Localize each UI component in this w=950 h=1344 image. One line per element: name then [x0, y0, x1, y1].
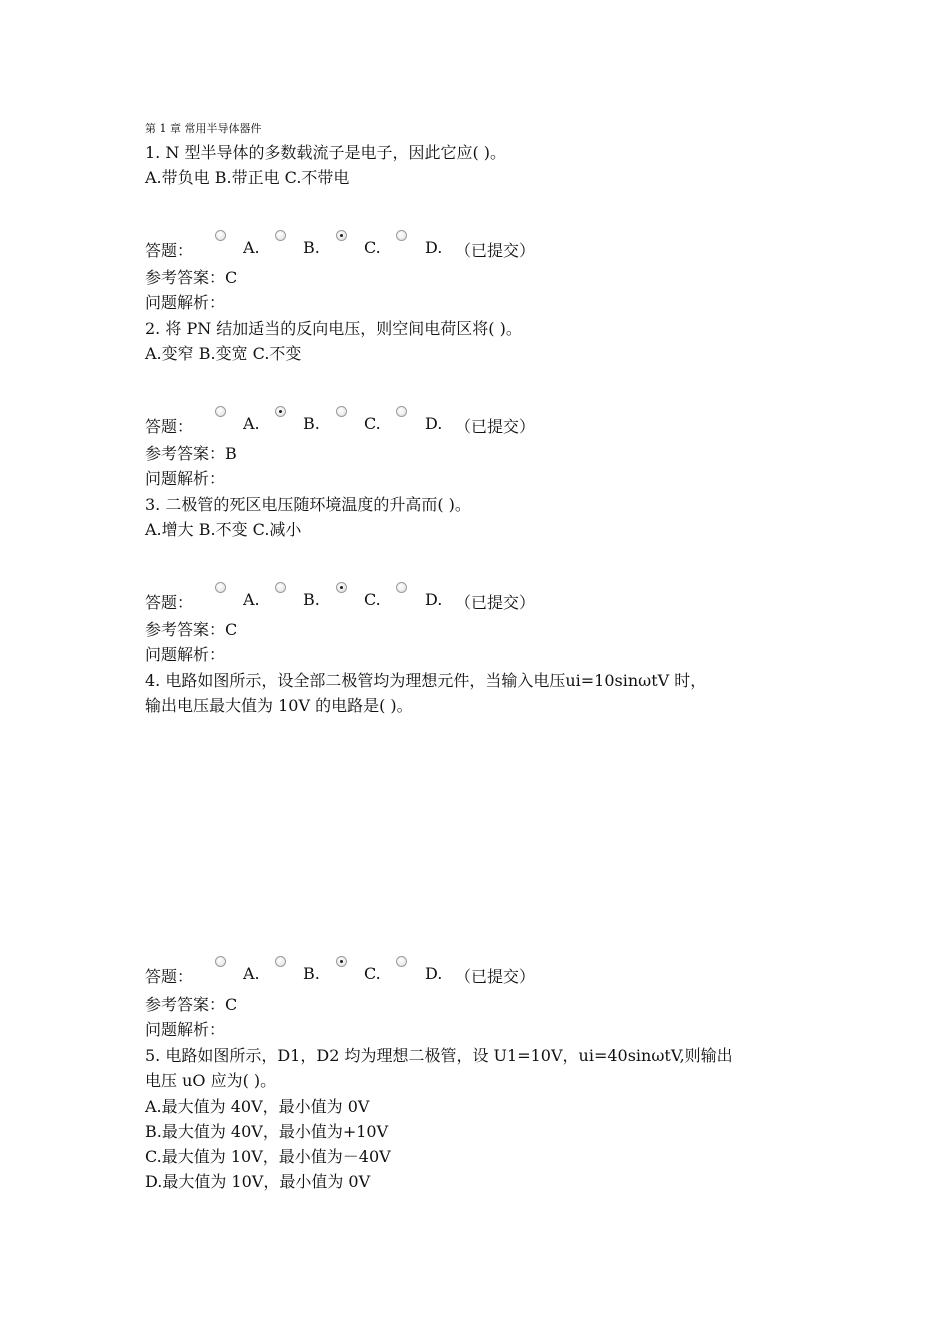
- q4-radio-b[interactable]: [275, 956, 286, 967]
- question-5-option-c: C.最大值为 10V，最小值为－40V: [145, 1147, 391, 1166]
- q4-choice-d: D.: [425, 964, 443, 983]
- q2-radio-b[interactable]: [275, 406, 286, 417]
- q4-choice-b: B.: [303, 964, 320, 983]
- question-5-stem-line2: 电压 uO 应为( )。: [145, 1071, 277, 1090]
- answer-label: 答题：: [145, 417, 194, 436]
- q3-choice-b: B.: [303, 590, 320, 609]
- question-5-stem-line1: 5. 电路如图所示，D1，D2 均为理想二极管，设 U1=10V，ui=40sinωtV,则输出: [145, 1046, 733, 1065]
- q1-radio-b[interactable]: [275, 230, 286, 241]
- q1-choice-c: C.: [364, 238, 381, 257]
- q1-radio-a[interactable]: [215, 230, 226, 241]
- chapter-title: 第 1 章 常用半导体器件: [145, 122, 262, 135]
- q4-radio-a[interactable]: [215, 956, 226, 967]
- q3-radio-b[interactable]: [275, 582, 286, 593]
- answer-label: 答题：: [145, 593, 194, 612]
- question-4-analysis: 问题解析：: [145, 1020, 226, 1039]
- question-2-reference: [145, 443, 237, 465]
- question-4-answer-row: [145, 956, 845, 986]
- q2-choice-b: B.: [303, 414, 320, 433]
- question-1-stem: 1. N 型半导体的多数载流子是电子，因此它应( )。: [145, 143, 507, 162]
- question-3-analysis: 问题解析：: [145, 645, 226, 664]
- submitted-status: （已提交）: [455, 417, 536, 436]
- question-1-reference: [145, 267, 237, 289]
- ref-answer: C: [225, 268, 238, 287]
- q3-radio-d[interactable]: [396, 582, 407, 593]
- q4-radio-d[interactable]: [396, 956, 407, 967]
- ref-label: 参考答案：: [145, 620, 226, 639]
- ref-label: 参考答案：: [145, 444, 226, 463]
- q4-choice-c: C.: [364, 964, 381, 983]
- question-3-options: A.增大 B.不变 C.减小: [145, 520, 302, 539]
- question-2-options: A.变窄 B.变宽 C.不变: [145, 344, 302, 363]
- q2-choice-d: D.: [425, 414, 443, 433]
- ref-label: 参考答案：: [145, 995, 226, 1014]
- question-3-answer-row: [145, 582, 845, 612]
- question-1-analysis: 问题解析：: [145, 293, 226, 312]
- q4-choice-a: A.: [243, 964, 260, 983]
- q2-radio-d[interactable]: [396, 406, 407, 417]
- ref-answer: C: [225, 620, 238, 639]
- q1-choice-b: B.: [303, 238, 320, 257]
- question-3-reference: [145, 619, 237, 641]
- q4-radio-c[interactable]: [336, 956, 347, 967]
- submitted-status: （已提交）: [455, 593, 536, 612]
- question-4-figure-area: [145, 730, 825, 950]
- q2-choice-c: C.: [364, 414, 381, 433]
- question-1-answer-row: [145, 230, 845, 260]
- question-1-options: A.带负电 B.带正电 C.不带电: [145, 168, 350, 187]
- question-5-option-a: A.最大值为 40V，最小值为 0V: [145, 1097, 370, 1116]
- q2-choice-a: A.: [243, 414, 260, 433]
- q3-choice-a: A.: [243, 590, 260, 609]
- question-4-reference: [145, 994, 237, 1016]
- q3-choice-d: D.: [425, 590, 443, 609]
- q2-radio-c[interactable]: [336, 406, 347, 417]
- question-2-answer-row: [145, 406, 845, 436]
- ref-answer: B: [225, 444, 237, 463]
- ref-answer: C: [225, 995, 238, 1014]
- ref-label: 参考答案：: [145, 268, 226, 287]
- question-5-option-d: D.最大值为 10V，最小值为 0V: [145, 1172, 371, 1191]
- q2-radio-a[interactable]: [215, 406, 226, 417]
- question-2-stem: 2. 将 PN 结加适当的反向电压，则空间电荷区将( )。: [145, 319, 522, 338]
- q3-radio-c[interactable]: [336, 582, 347, 593]
- question-4-stem-line1: 4. 电路如图所示，设全部二极管均为理想元件，当输入电压ui=10sinωtV 时，: [145, 671, 707, 690]
- q1-radio-c[interactable]: [336, 230, 347, 241]
- answer-label: 答题：: [145, 241, 194, 260]
- q3-choice-c: C.: [364, 590, 381, 609]
- question-5-option-b: B.最大值为 40V，最小值为+10V: [145, 1122, 389, 1141]
- question-4-stem-line2: 输出电压最大值为 10V 的电路是( )。: [145, 696, 413, 715]
- q3-radio-a[interactable]: [215, 582, 226, 593]
- question-3-stem: 3. 二极管的死区电压随环境温度的升高而( )。: [145, 495, 471, 514]
- q1-choice-d: D.: [425, 238, 443, 257]
- q1-choice-a: A.: [243, 238, 260, 257]
- answer-label: 答题：: [145, 967, 194, 986]
- q1-radio-d[interactable]: [396, 230, 407, 241]
- submitted-status: （已提交）: [455, 967, 536, 986]
- submitted-status: （已提交）: [455, 241, 536, 260]
- question-2-analysis: 问题解析：: [145, 469, 226, 488]
